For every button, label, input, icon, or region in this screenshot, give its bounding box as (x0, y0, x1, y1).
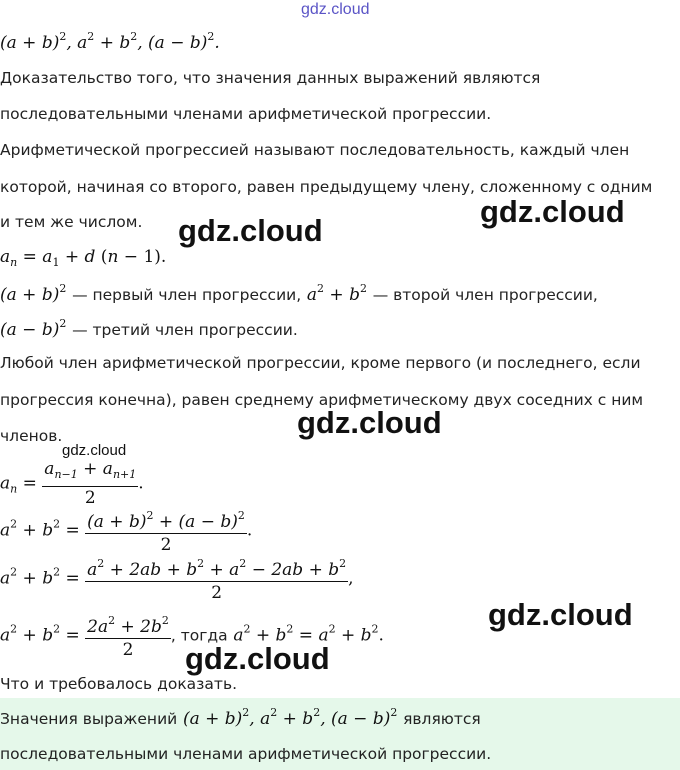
watermark-top: gdz.cloud (301, 1, 370, 18)
answer-line-1: Значения выражений $(a + b)^2$, $a^2 + b^2$, $(a - b)^2$ являются (0, 706, 481, 729)
intro-line-2: последовательными членами арифметической прогрессии. (0, 105, 492, 123)
then-text: , тогда (170, 626, 228, 645)
answer-prefix: Значения выражений (0, 710, 178, 728)
definition-line-1: Арифметической прогрессией называют последовательность, каждый член (0, 141, 630, 159)
second-term-text: — второй член прогрессии, (372, 286, 598, 304)
answer-line-2: последовательными членами арифметической прогрессии. (0, 745, 492, 763)
watermark: gdz.cloud (480, 194, 625, 229)
mean-formula: $a_n$ = $\frac{a_{n-1} + a_{n+1}}{2}$ . (0, 459, 144, 508)
third-term-text: — третий член прогрессии. (72, 321, 298, 339)
general-term-formula: $a_n = a_1 + d$ (n − 1). (0, 247, 167, 269)
watermark: gdz.cloud (185, 641, 330, 676)
first-term-text: — первый член прогрессии, (72, 286, 302, 304)
intro-line-1: Доказательство того, что значения данных выражений являются (0, 69, 541, 87)
expressions-line: $(a + b)^2$, $a^2 + b^2$, $(a - b)^2$. (0, 30, 220, 53)
property-line-2: прогрессия конечна), равен среднему арифметическому двух соседних с ним (0, 391, 644, 409)
first-second-term-line: $(a + b)^2$ — первый член прогрессии, $a^2 + b^2$ — второй член прогрессии, (0, 282, 598, 305)
answer-box (0, 698, 680, 770)
equation-step-2: $a^2 + b^2$ = $\frac{a^2 + 2ab + b^2 + a^2 - 2ab + b^2}{2}$ , (0, 553, 354, 604)
property-line-3: членов. (0, 427, 63, 445)
equation-step-3: $a^2 + b^2$ = $\frac{2a^2 + 2b^2}{2}$ , тогда $a^2 + b^2 = a^2 + b^2$. (0, 610, 384, 661)
property-line-1: Любой член арифметической прогрессии, кроме первого (и последнего, если (0, 354, 641, 372)
watermark: gdz.cloud (297, 405, 442, 440)
definition-line-3: и тем же числом. (0, 213, 143, 231)
watermark: gdz.cloud (488, 597, 633, 632)
equation-step-1: $a^2 + b^2$ = $\frac{(a + b)^2 + (a - b)^2}{2}$ . (0, 505, 252, 556)
third-term-line: $(a - b)^2$ — третий член прогрессии. (0, 317, 298, 340)
watermark-small: gdz.cloud (62, 442, 127, 459)
definition-line-2: которой, начиная со второго, равен предыдущему члену, сложенному с одним (0, 178, 653, 196)
answer-suffix: являются (403, 710, 481, 728)
watermark: gdz.cloud (178, 213, 323, 248)
conclusion: Что и требовалось доказать. (0, 675, 238, 693)
